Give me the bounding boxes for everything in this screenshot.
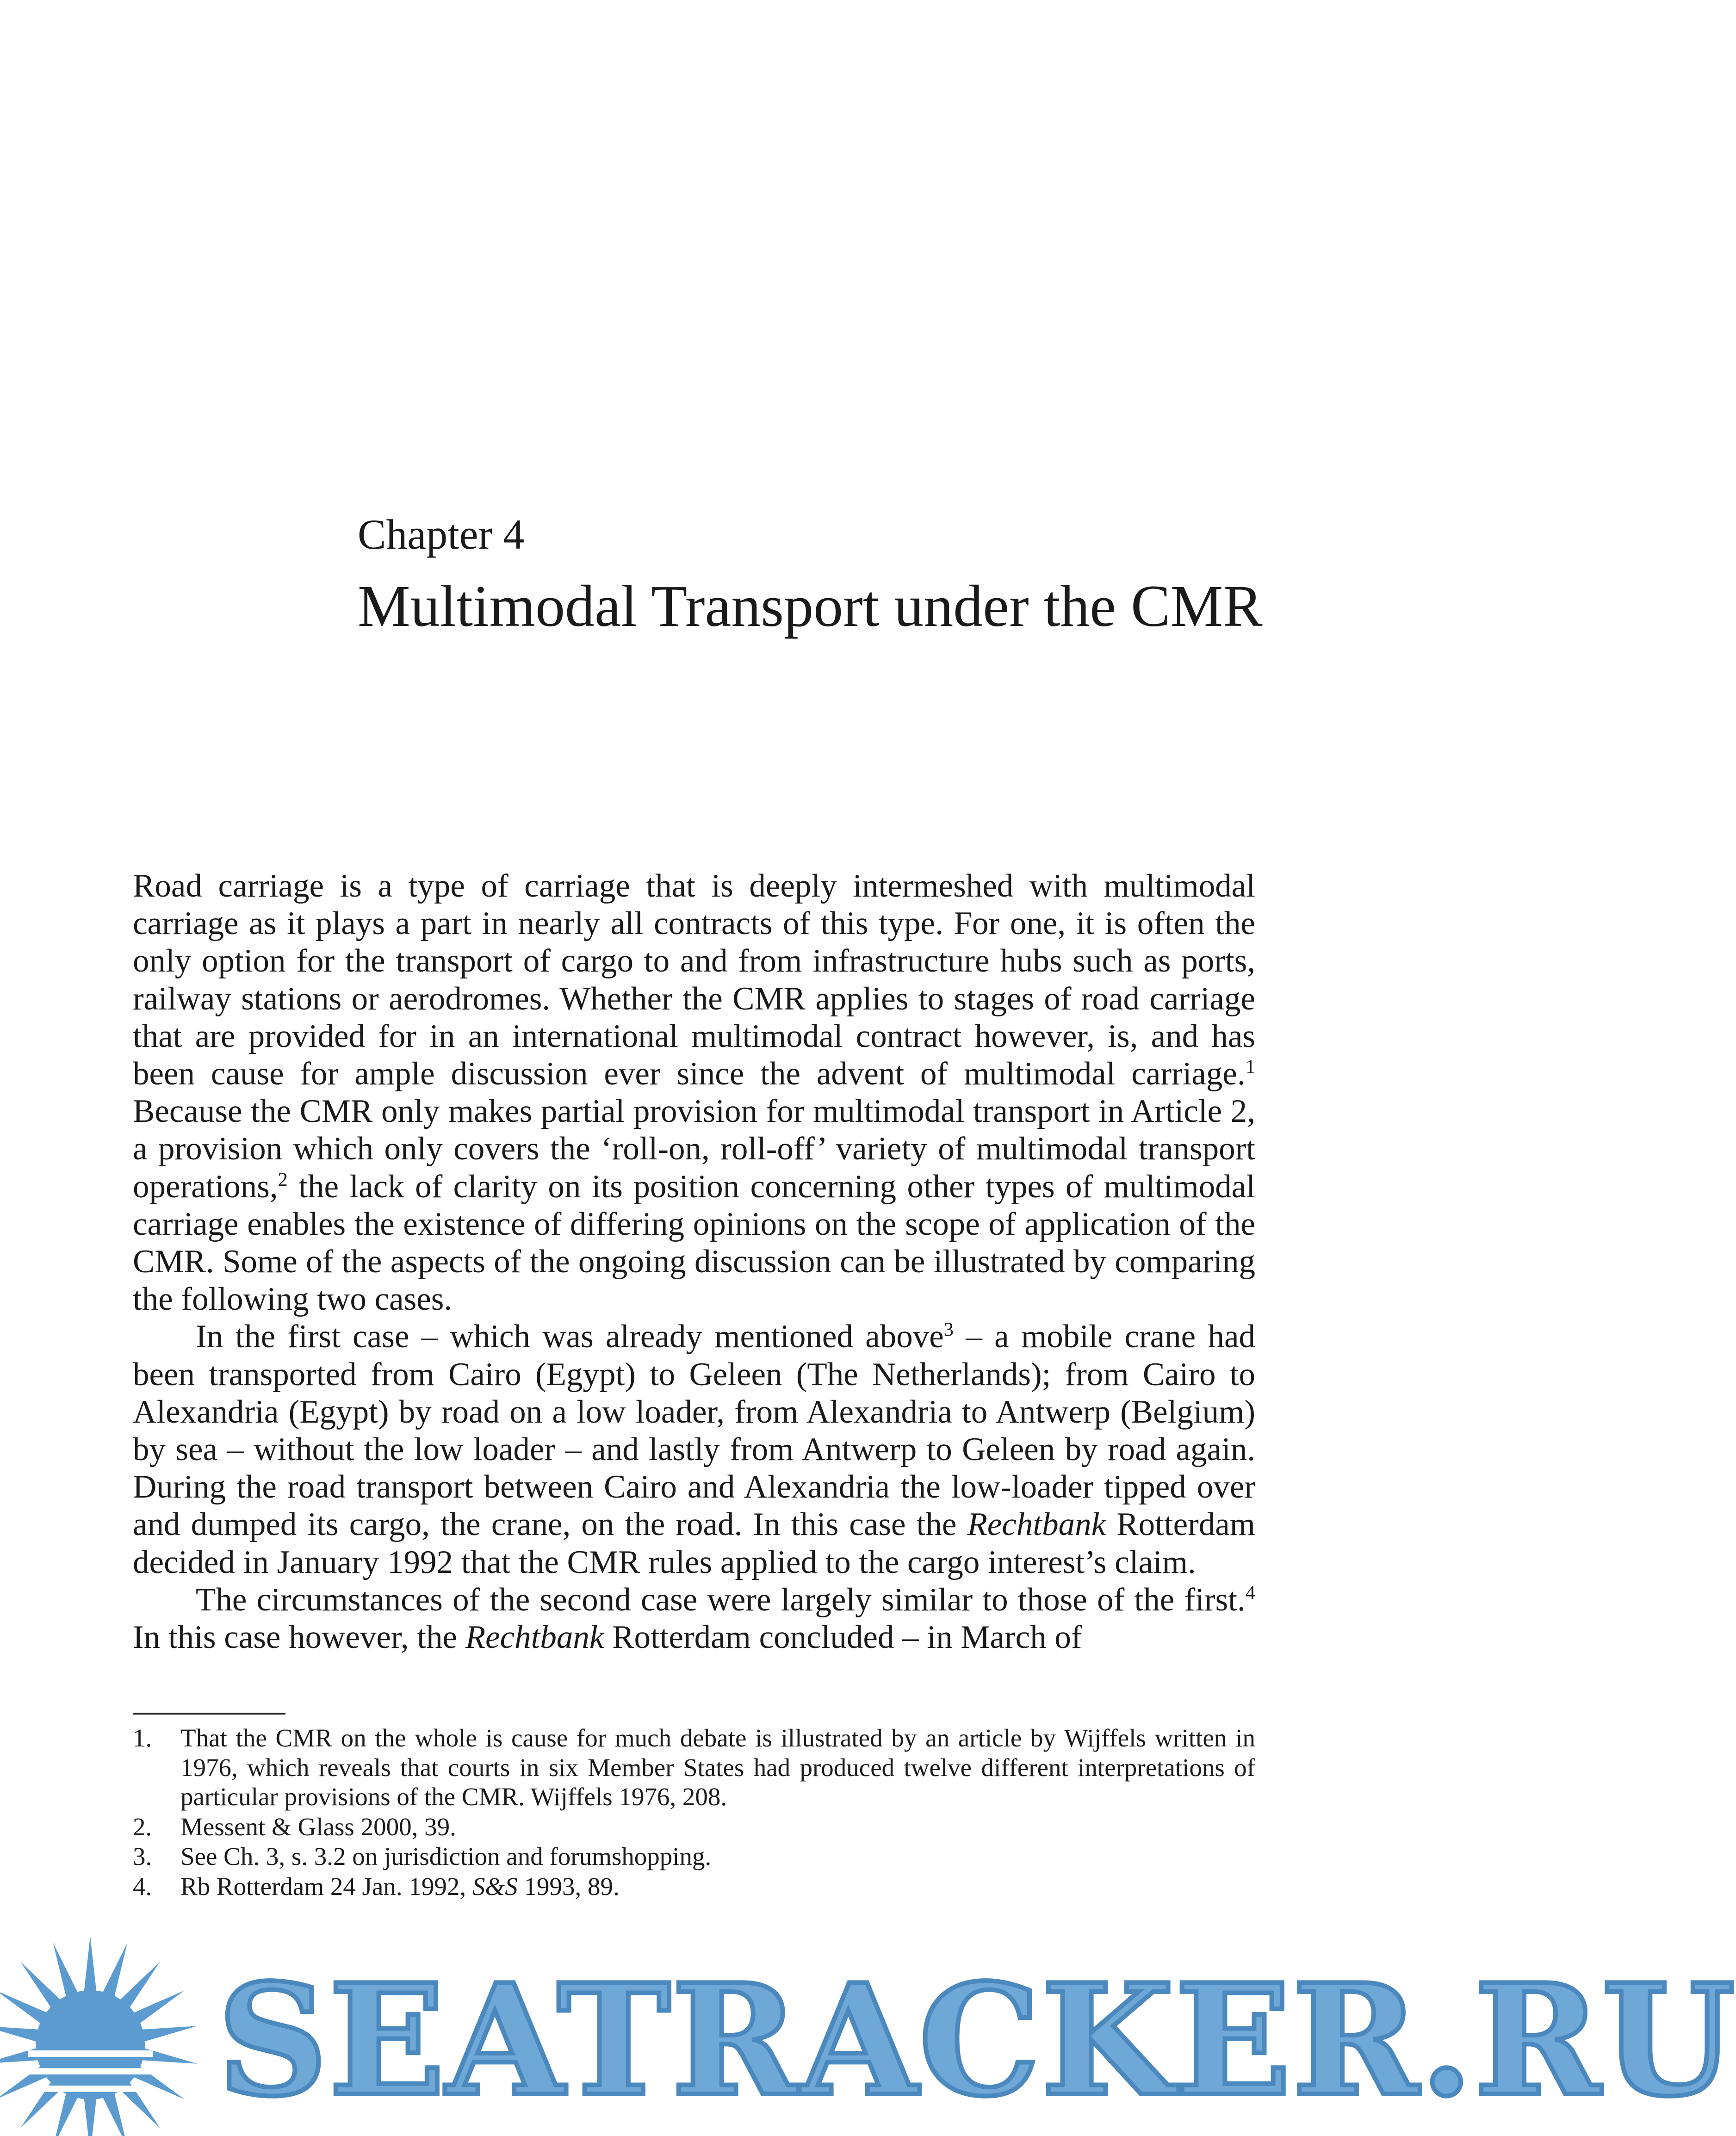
footnote-divider: [133, 1713, 285, 1715]
footnote-ref-3: 3: [943, 1319, 954, 1341]
paragraph-3: The circumstances of the second case were largely similar to those of the first.$^4$ In this case however, the Rechtbank Rotterdam concluded – in March of: [133, 1581, 1255, 1656]
paragraph-2: In the first case – which was already mentioned above$^3$ – a mobile crane had been transported from Cairo (Egypt) to Geleen (The Netherlands); from Cairo to Alexandria (Egypt) by road on a low loader, from Alexandria to Antwerp (Belgium) by sea – without the low loader – and lastly from Antwerp to Geleen by road again. During the road transport between Cairo and Alexandria the low-loader tipped over and dumped its cargo, the crane, on the road. In this case the Rechtbank Rotterdam decided in January 1992 that the CMR rules applied to the cargo interest’s claim.: [133, 1319, 1255, 1580]
footnote-4: 4. Rb Rotterdam 24 Jan. 1992, S&S 1993, 89.: [133, 1872, 620, 1901]
footnote-ref-4: 4: [1245, 1582, 1255, 1604]
chapter-label: Chapter 4: [358, 511, 525, 558]
body-text: [133, 867, 1255, 1656]
footnotes: [133, 1723, 1255, 1901]
footnote-ref-1: 1: [1245, 1056, 1255, 1078]
footnote-3: 3. See Ch. 3, s. 3.2 on jurisdiction and forumshopping.: [133, 1842, 712, 1870]
watermark-text: SEATRACKER.RU: [217, 1950, 1736, 2130]
footnote-2: 2. Messent & Glass 2000, 39.: [133, 1812, 456, 1841]
chapter-title: Multimodal Transport under the CMR: [358, 573, 1263, 639]
footnote-ref-2: 2: [278, 1168, 288, 1190]
paragraph-1: Road carriage is a type of carriage that is deeply intermeshed with multimodal carriage as it plays a part in nearly all contracts of this type. For one, it is often the only option for the transport of cargo to and from infrastructure hubs such as ports, railway stations or aerodromes. Whether the CMR applies to stages of road carriage that are provided for in an international multimodal contract however, is, and has been cause for ample discussion ever since the advent of multimodal carriage.$^1$ Because the CMR only makes partial provision for multimodal transport in Article 2, a provision which only covers the ‘roll-on, roll-off’ variety of multimodal transport operations,$^2$ the lack of clarity on its position concerning other types of multimodal carriage enables the existence of differing opinions on the scope of application of the CMR. Some of the aspects of the ongoing discussion can be illustrated by comparing the following two cases.: [133, 868, 1255, 1318]
footnote-1: 1. That the CMR on the whole is cause for much debate is illustrated by an article by Wijffels written in 1976, which reveals that courts in six Member States had produced twelve different interpretations of particular provisions of the CMR. Wijffels 1976, 208.: [133, 1724, 1255, 1811]
